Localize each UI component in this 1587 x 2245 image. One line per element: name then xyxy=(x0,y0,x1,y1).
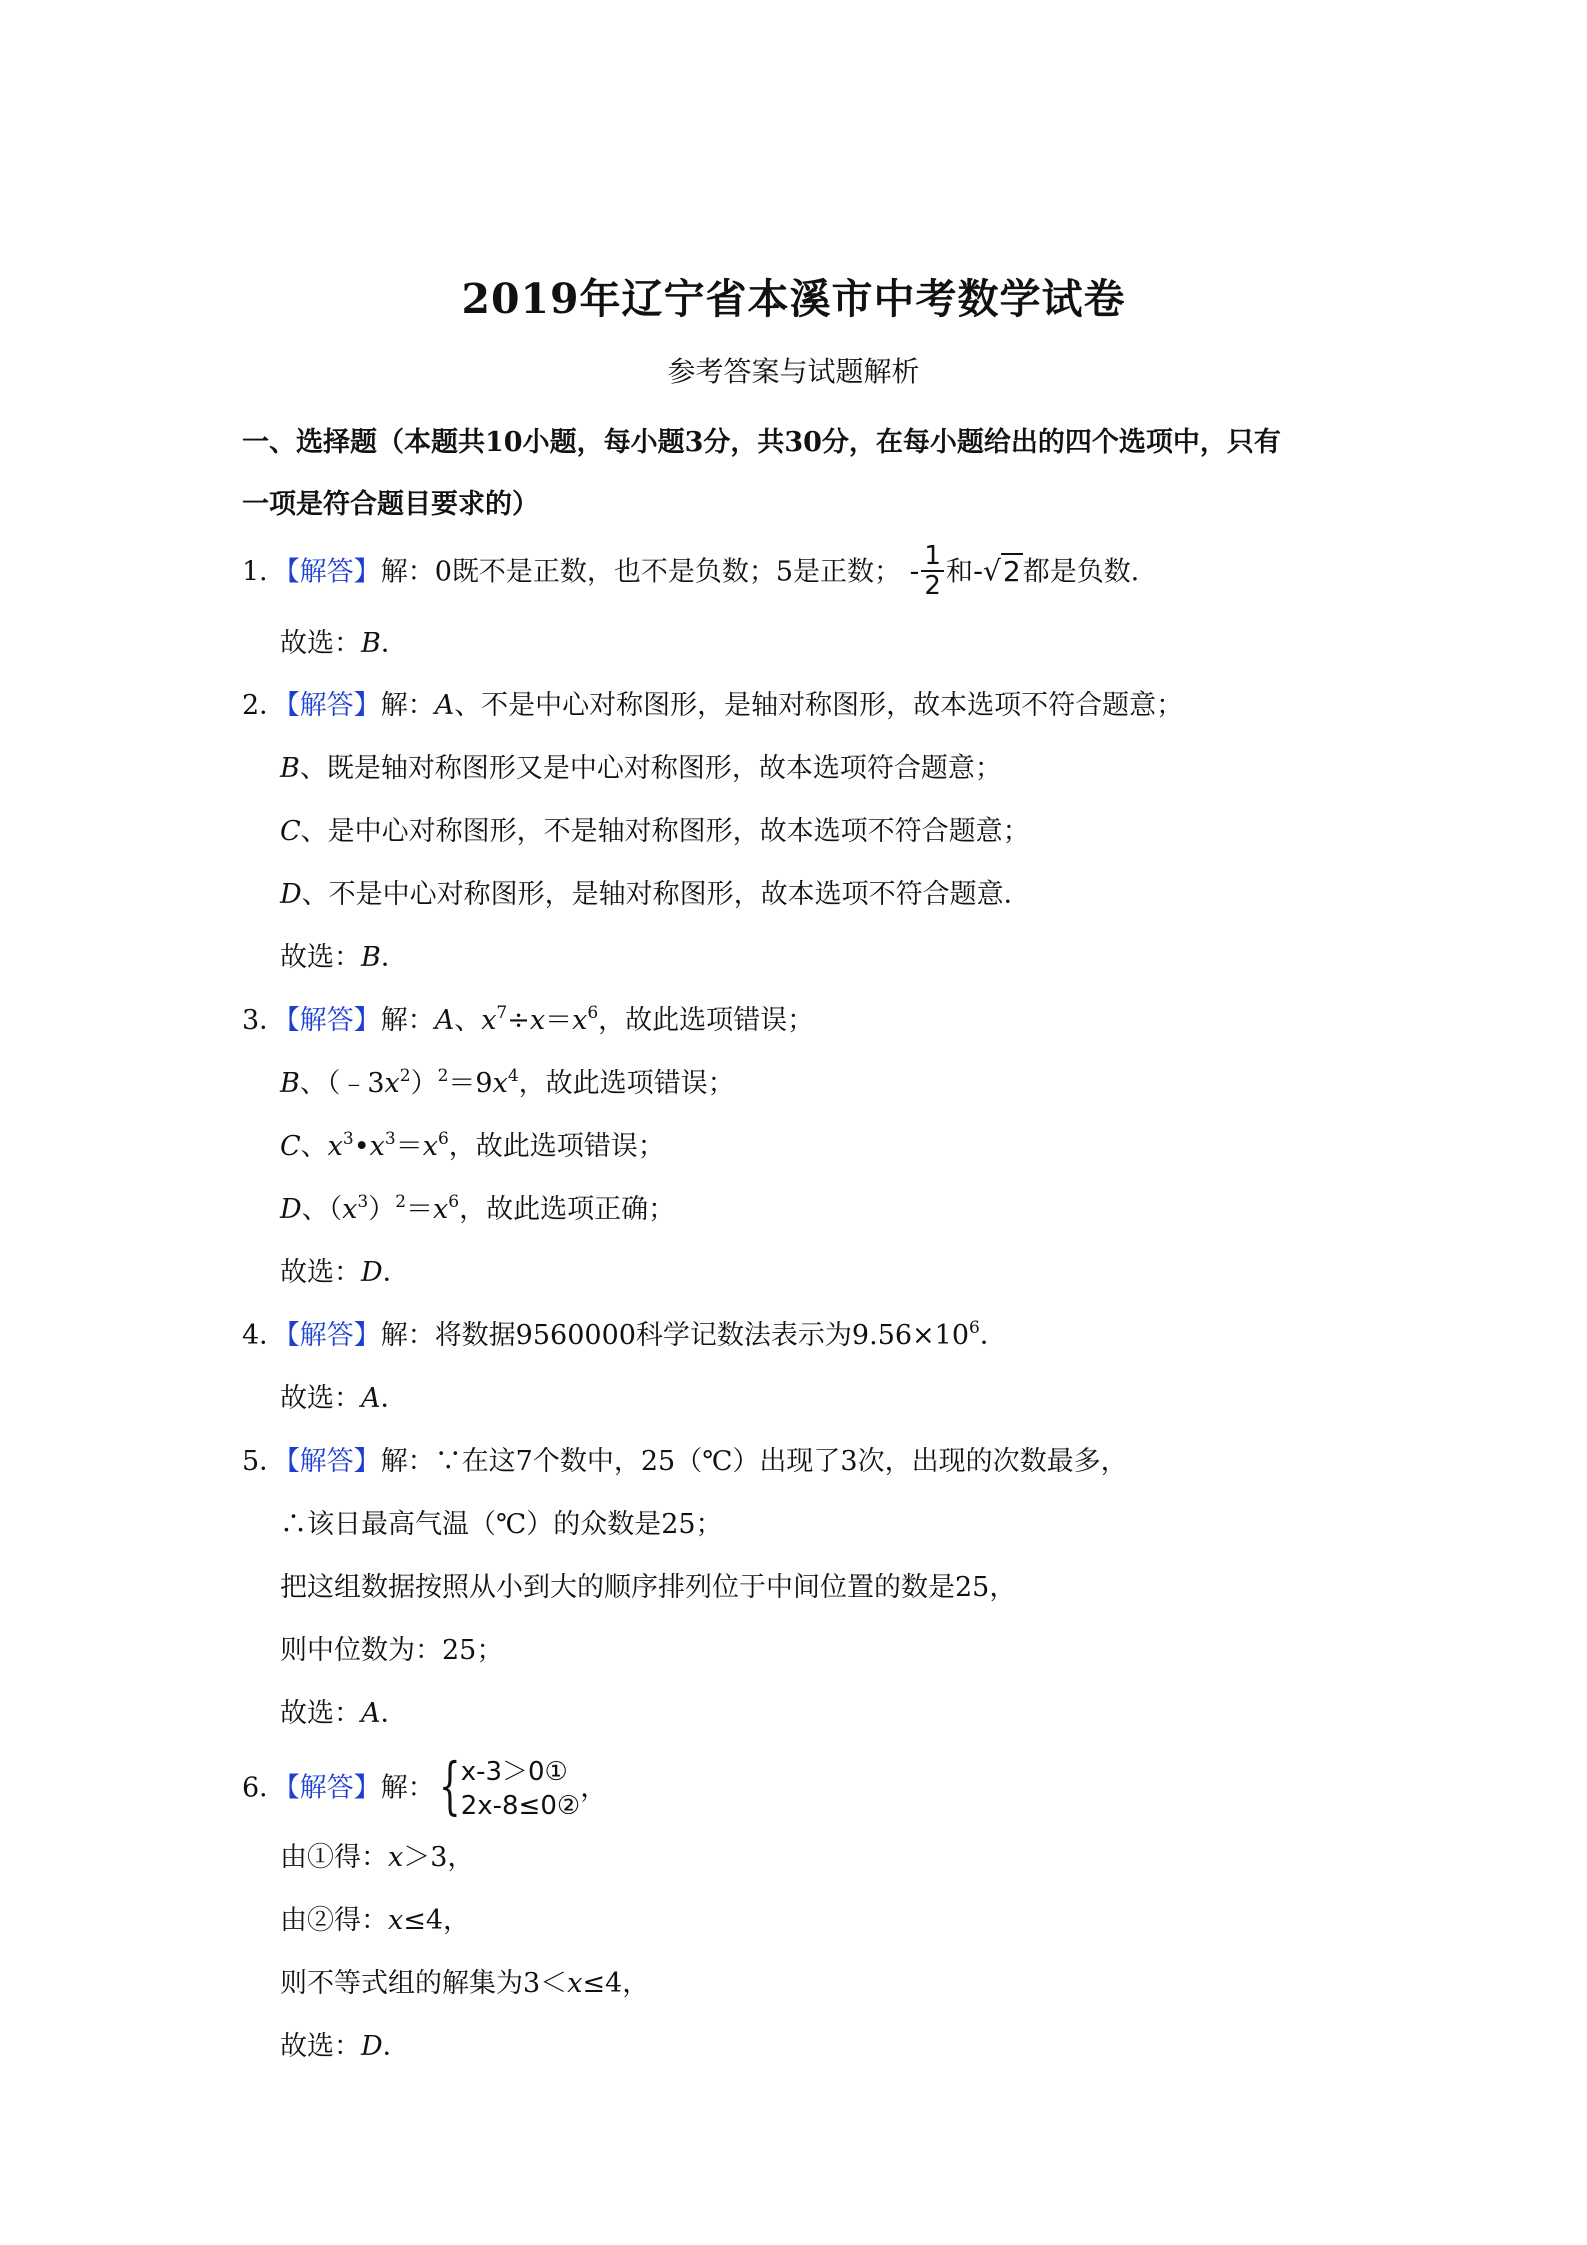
q6-line-3 xyxy=(280,1966,649,2002)
text-part: ＞3， xyxy=(403,1842,475,1873)
exponent: 2 xyxy=(399,1066,411,1086)
expr-part: • xyxy=(353,1131,370,1162)
section-heading xyxy=(242,412,1362,536)
answer-tag: 【解答】 xyxy=(286,1446,381,1477)
option-letter: C xyxy=(280,816,301,847)
q3-option-b xyxy=(280,1066,735,1102)
expr-part: ＝ xyxy=(395,1131,423,1162)
variable-x: x xyxy=(492,1068,508,1099)
exponent: 3 xyxy=(342,1129,354,1149)
document-subtitle: 参考答案与试题解析 xyxy=(667,355,920,388)
choice-prefix: 故选： xyxy=(280,628,361,659)
system-line-2: 2x-8≤0② xyxy=(460,1791,581,1821)
text-part: 由②得： xyxy=(280,1905,388,1936)
choice-suffix: ． xyxy=(380,1698,408,1729)
variable-x: x xyxy=(572,1005,588,1036)
q1-solution xyxy=(242,541,1158,602)
q1-text-b: 和 xyxy=(945,556,973,588)
inequality-system xyxy=(438,1749,581,1823)
q5-line-4: 则中位数为：25； xyxy=(280,1635,504,1666)
question-number: 3． xyxy=(242,1005,287,1036)
q1-text-a: 0既不是正数，也不是负数；5是正数； xyxy=(434,556,902,588)
choice-suffix: ． xyxy=(380,1383,408,1414)
fraction-numerator: 1 xyxy=(921,542,944,572)
solution-prefix: 解： xyxy=(380,1005,435,1036)
q5-solution xyxy=(242,1444,1128,1480)
section-heading-line-2: 一项是符合题目要求的） xyxy=(242,489,539,520)
exponent: 2 xyxy=(437,1066,449,1086)
choice-suffix: ． xyxy=(382,2031,410,2062)
expr-part: 、（ xyxy=(301,1194,343,1225)
solution-prefix: 解： xyxy=(380,1772,435,1804)
section-heading-line-1: 一、选择题（本题共10小题，每小题3分，共30分，在每小题给出的四个选项中，只有 xyxy=(242,427,1281,458)
option-text: 、不是中心对称图形，是轴对称图形，故本选项不符合题意． xyxy=(301,879,1031,910)
exponent: 6 xyxy=(969,1318,980,1338)
variable-x: x xyxy=(567,1968,583,1999)
q3-choice xyxy=(280,1255,410,1291)
option-text: 、是中心对称图形，不是轴对称图形，故本选项不符合题意； xyxy=(300,816,1030,847)
brace-icon: { xyxy=(438,1749,461,1822)
q6-line-1 xyxy=(280,1840,474,1876)
sqrt-radicand: 2 xyxy=(1002,554,1021,588)
option-letter: D xyxy=(280,1194,302,1225)
option-letter: D xyxy=(280,879,302,910)
choice-suffix: ． xyxy=(380,942,408,973)
question-number: 1． xyxy=(242,556,287,588)
q1-text-c: 都是负数． xyxy=(1022,556,1158,588)
solution-prefix: 解： xyxy=(380,556,435,588)
question-number: 4． xyxy=(242,1320,287,1351)
choice-suffix: ． xyxy=(382,1257,410,1288)
q2-option-c xyxy=(280,814,1030,850)
answer-tag: 【解答】 xyxy=(286,556,381,588)
choice-letter: B xyxy=(361,942,381,973)
choice-letter: B xyxy=(361,628,381,659)
variable-x: x xyxy=(384,1068,400,1099)
variable-x: x xyxy=(327,1131,343,1162)
choice-letter: A xyxy=(361,1383,381,1414)
variable-x: x xyxy=(529,1005,546,1036)
exponent: 3 xyxy=(384,1129,396,1149)
system-end: ， xyxy=(580,1772,608,1804)
question-number: 6． xyxy=(242,1772,287,1804)
variable-x: x xyxy=(342,1194,358,1225)
q3-option-c xyxy=(280,1129,665,1165)
sqrt-sign: -√ xyxy=(972,554,1001,588)
expr-part: ，故此选项错误； xyxy=(518,1068,735,1099)
q2-solution xyxy=(242,688,1183,724)
option-letter: A xyxy=(434,690,455,721)
choice-letter: D xyxy=(361,1257,383,1288)
option-letter: C xyxy=(280,1131,301,1162)
option-letter: B xyxy=(280,1068,300,1099)
q1-fraction xyxy=(921,542,944,600)
q5-choice xyxy=(280,1696,408,1732)
answer-tag: 【解答】 xyxy=(286,690,381,721)
q2-option-d xyxy=(280,877,1031,913)
q4-choice xyxy=(280,1381,408,1417)
text-part: 由①得： xyxy=(280,1842,388,1873)
variable-x: x xyxy=(433,1194,449,1225)
expr-part: ÷ xyxy=(507,1005,530,1036)
solution-prefix: 解： xyxy=(380,690,435,721)
expr-part: ） xyxy=(368,1194,396,1225)
exponent: 6 xyxy=(587,1003,599,1023)
variable-x: x xyxy=(422,1131,438,1162)
choice-letter: A xyxy=(361,1698,381,1729)
system-line-1: x-3＞0① xyxy=(460,1757,568,1787)
text-part: 则不等式组的解集为3＜ xyxy=(280,1968,568,1999)
exponent: 6 xyxy=(437,1129,449,1149)
q2-choice xyxy=(280,940,408,976)
choice-prefix: 故选： xyxy=(280,1698,361,1729)
q1-choice xyxy=(280,626,408,662)
q4-end: ． xyxy=(979,1320,1007,1351)
text-part: ≤4， xyxy=(582,1968,650,1999)
q3-solution xyxy=(242,1003,814,1039)
expr-part: 、（﹣3 xyxy=(299,1068,385,1099)
q4-text: 将数据9560000科学记数法表示为9.56×10 xyxy=(434,1320,970,1351)
expr-part: ，故此选项错误； xyxy=(598,1005,815,1036)
expr-part: ，故此选项正确； xyxy=(459,1194,676,1225)
variable-x: x xyxy=(388,1905,404,1936)
q6-solution xyxy=(242,1749,608,1823)
q1-minus: - xyxy=(909,556,920,588)
exponent: 4 xyxy=(507,1066,519,1086)
expr-part: ＝ xyxy=(406,1194,434,1225)
expr-part: ＝9 xyxy=(448,1068,493,1099)
question-number: 2． xyxy=(242,690,287,721)
answer-tag: 【解答】 xyxy=(286,1772,381,1804)
question-number: 5． xyxy=(242,1446,287,1477)
option-letter: B xyxy=(280,753,300,784)
q3-option-d xyxy=(280,1192,675,1228)
q5-line-2: ∴该日最高气温（℃）的众数是25； xyxy=(280,1509,723,1540)
document-title: 2019年辽宁省本溪市中考数学试卷 xyxy=(461,275,1126,323)
variable-x: x xyxy=(369,1131,385,1162)
q6-choice xyxy=(280,2029,410,2065)
choice-letter: D xyxy=(361,2031,383,2062)
solution-prefix: 解： xyxy=(380,1320,435,1351)
variable-x: x xyxy=(481,1005,497,1036)
fraction-denominator: 2 xyxy=(924,571,941,601)
expr-part: ＝ xyxy=(545,1005,573,1036)
option-letter: A xyxy=(434,1005,455,1036)
q2-option-b xyxy=(280,751,1002,787)
expr-part: ） xyxy=(410,1068,438,1099)
choice-prefix: 故选： xyxy=(280,1383,361,1414)
variable-x: x xyxy=(388,1842,404,1873)
q5-line-3: 把这组数据按照从小到大的顺序排列位于中间位置的数是25， xyxy=(280,1572,1017,1603)
text-part: ≤4， xyxy=(403,1905,471,1936)
q4-solution xyxy=(242,1318,1007,1354)
expr-part: 、 xyxy=(300,1131,328,1162)
choice-prefix: 故选： xyxy=(280,2031,361,2062)
option-text: 、既是轴对称图形又是中心对称图形，故本选项符合题意； xyxy=(299,753,1002,784)
expr-part: ，故此选项错误； xyxy=(448,1131,665,1162)
option-text: 、不是中心对称图形，是轴对称图形，故本选项不符合题意； xyxy=(454,690,1184,721)
exponent: 2 xyxy=(395,1192,407,1212)
answer-tag: 【解答】 xyxy=(286,1320,381,1351)
expr-part: 、 xyxy=(454,1005,482,1036)
choice-prefix: 故选： xyxy=(280,1257,361,1288)
exponent: 6 xyxy=(448,1192,460,1212)
exponent: 3 xyxy=(357,1192,369,1212)
choice-prefix: 故选： xyxy=(280,942,361,973)
solution-prefix: 解： xyxy=(380,1446,435,1477)
exponent: 7 xyxy=(496,1003,508,1023)
answer-tag: 【解答】 xyxy=(286,1005,381,1036)
choice-suffix: ． xyxy=(380,628,408,659)
q6-line-2 xyxy=(280,1903,470,1939)
q5-line-1: ∵在这7个数中，25（℃）出现了3次，出现的次数最多， xyxy=(434,1446,1128,1477)
q1-sqrt xyxy=(973,553,1023,588)
